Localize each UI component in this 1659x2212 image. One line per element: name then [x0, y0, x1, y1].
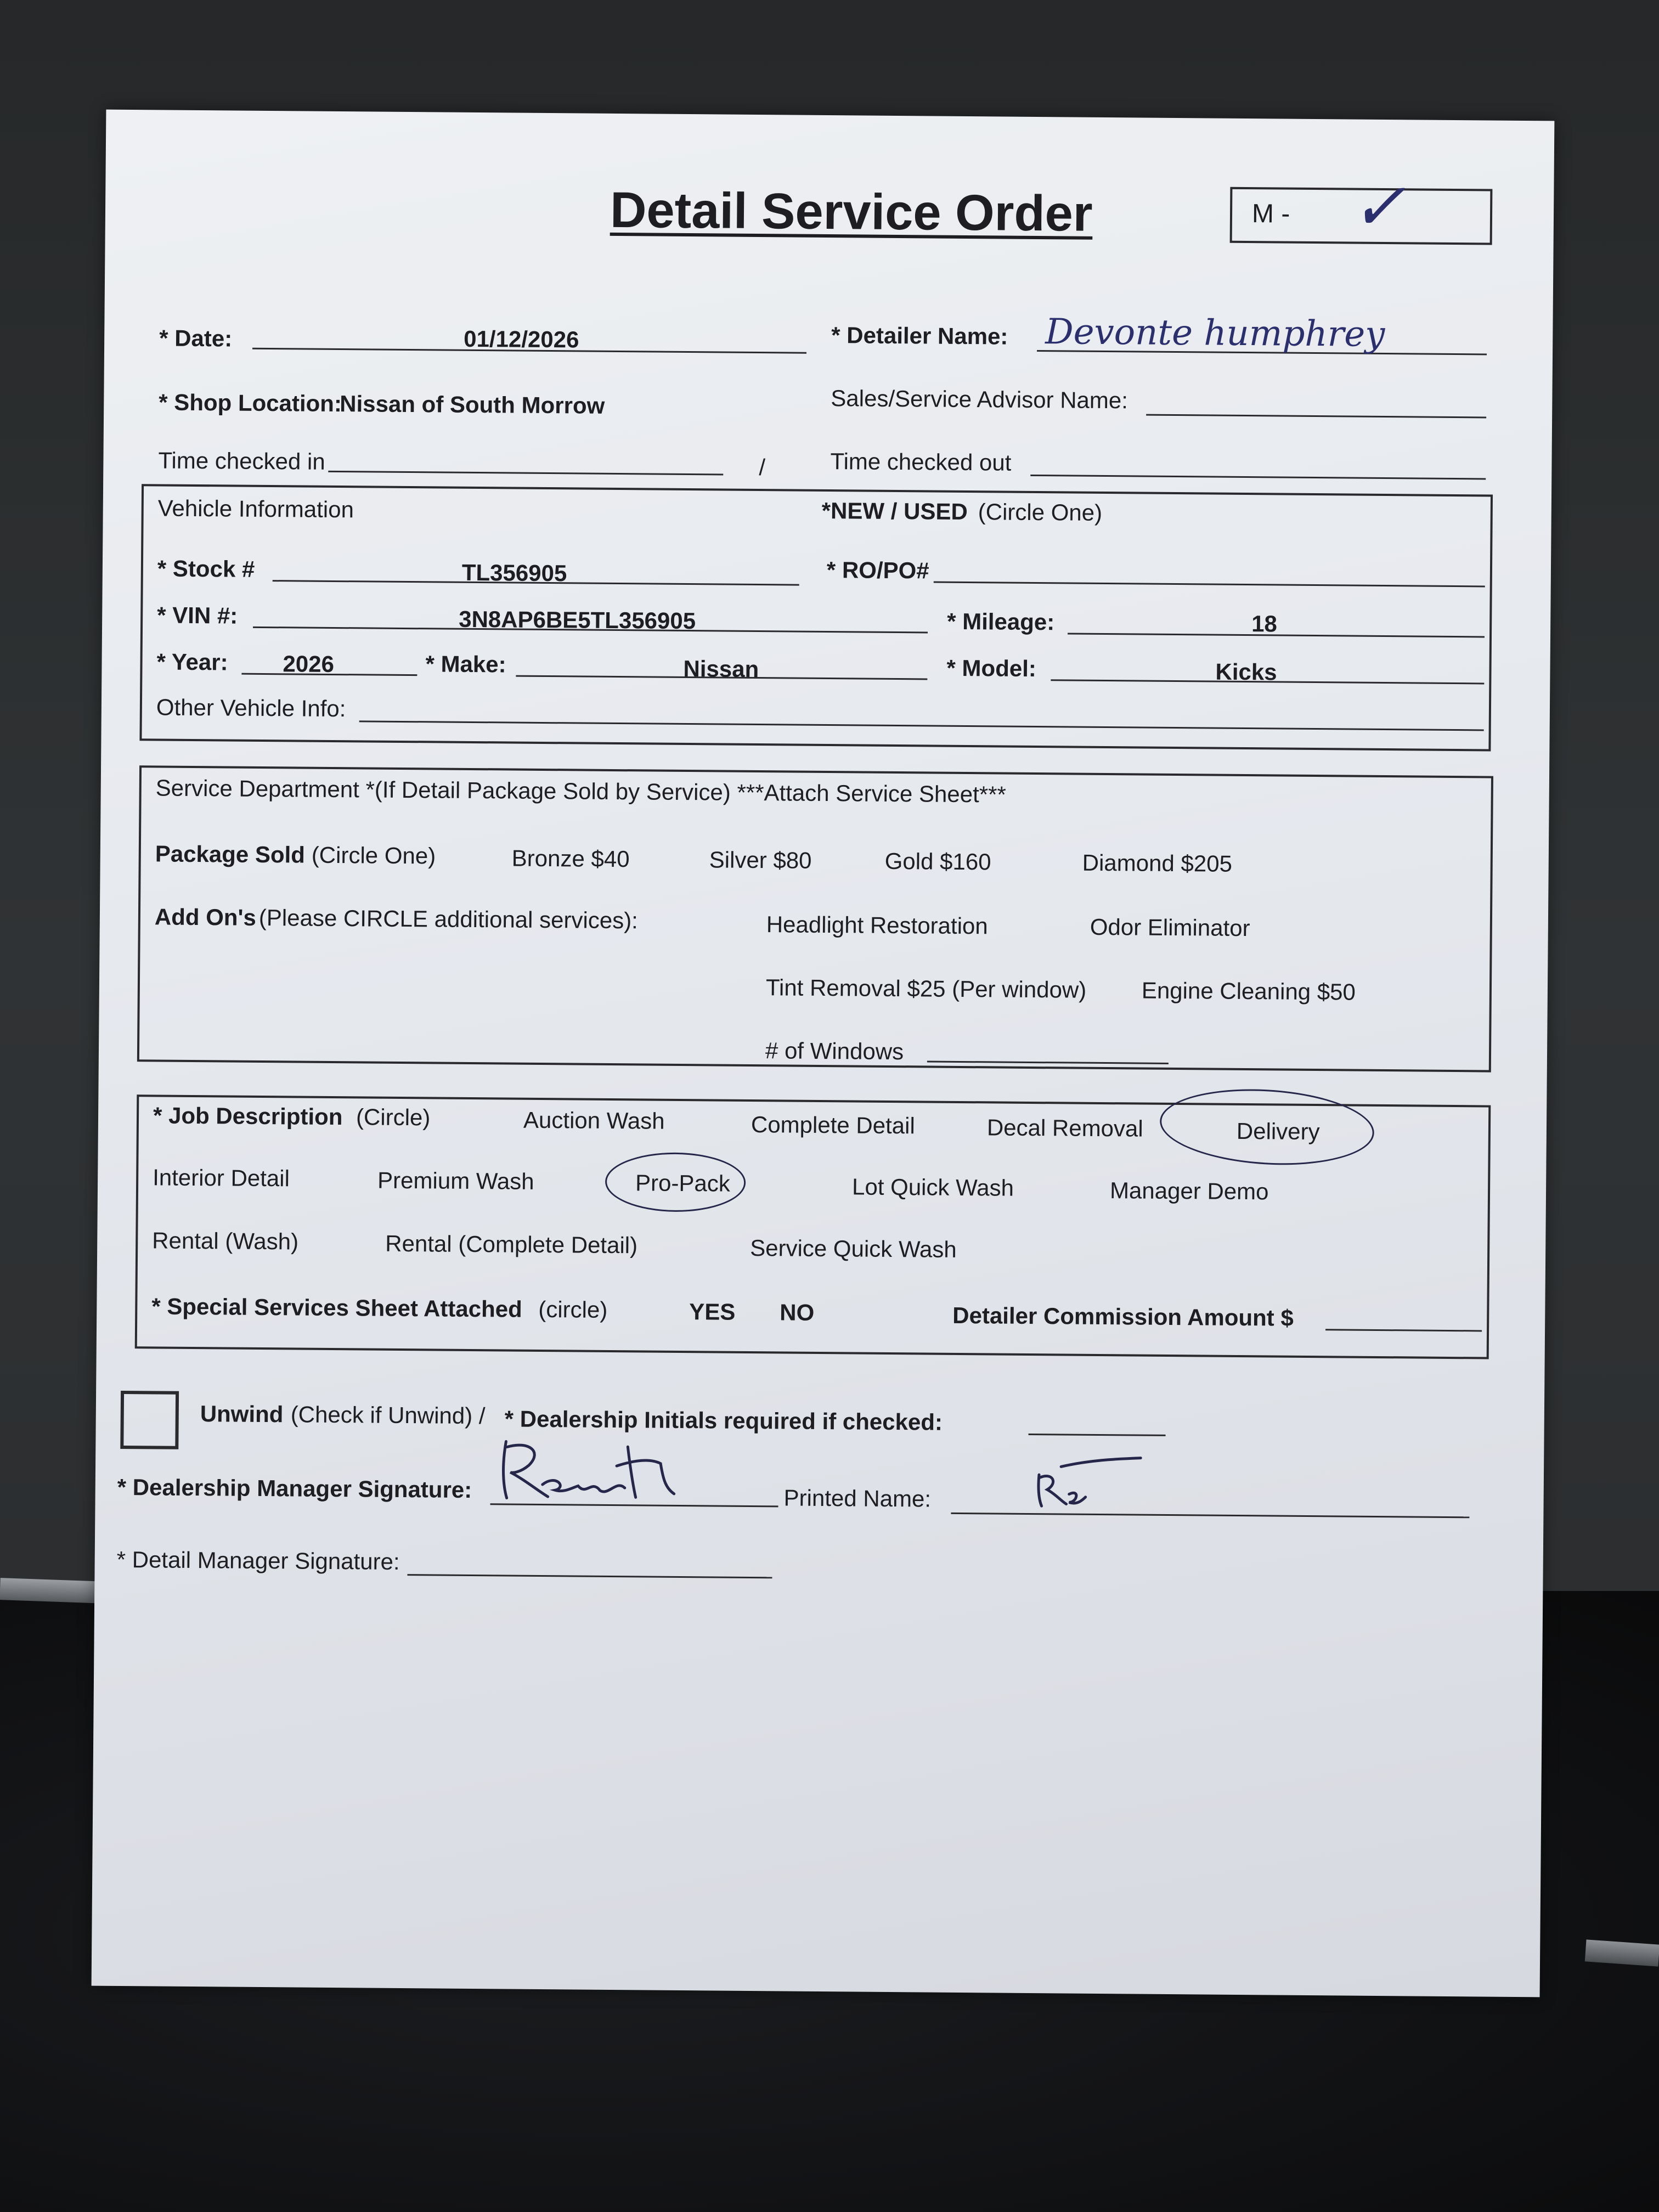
advisor-line — [1146, 414, 1486, 419]
year-label: * Year: — [156, 648, 228, 675]
m-number-label: M - — [1251, 199, 1290, 229]
unwind-note: (Check if Unwind) / — [290, 1401, 486, 1429]
job-pro-pack: Pro-Pack — [635, 1170, 731, 1197]
mileage-label: * Mileage: — [947, 608, 1055, 635]
checked-out-line — [1030, 475, 1486, 480]
package-sold-label: Package Sold — [155, 840, 306, 868]
package-sold-note: (Circle One) — [311, 842, 436, 869]
unwind-label: Unwind — [200, 1401, 284, 1427]
package-silver: Silver $80 — [709, 847, 812, 873]
other-info-label: Other Vehicle Info: — [156, 694, 346, 722]
commission-label: Detailer Commission Amount $ — [952, 1302, 1294, 1331]
job-premium-wash: Premium Wash — [377, 1167, 534, 1194]
stock-label: * Stock # — [157, 555, 255, 582]
detailer-signature: Devonte humphrey — [1045, 312, 1385, 356]
package-diamond: Diamond $205 — [1082, 849, 1233, 877]
service-heading: Service Department *(If Detail Package Sold by Service) ***Attach Service Sheet*** — [155, 775, 1006, 808]
addons-note: (Please CIRCLE additional services): — [258, 904, 639, 934]
vehicle-info-label: Vehicle Information — [157, 495, 354, 523]
windows-label: # of Windows — [765, 1037, 904, 1065]
special-no: NO — [780, 1299, 815, 1325]
paper-form — [92, 110, 1555, 1997]
job-decal-removal: Decal Removal — [986, 1114, 1143, 1142]
package-gold: Gold $160 — [884, 848, 991, 875]
job-interior-detail: Interior Detail — [153, 1164, 290, 1192]
slash: / — [759, 454, 766, 481]
job-complete-detail: Complete Detail — [751, 1111, 915, 1139]
printed-name-scribble — [1028, 1455, 1149, 1511]
job-rental-wash: Rental (Wash) — [152, 1227, 299, 1255]
job-description-label: * Job Description — [153, 1102, 343, 1130]
check-mark: ✓ — [1350, 168, 1407, 246]
job-lot-quick-wash: Lot Quick Wash — [851, 1173, 1014, 1201]
dealership-signature-scribble — [490, 1435, 699, 1508]
addon-engine: Engine Cleaning $50 — [1141, 977, 1356, 1005]
vin-label: * VIN #: — [157, 602, 238, 629]
make-value: Nissan — [683, 655, 759, 682]
initials-label: * Dealership Initials required if checked: — [504, 1406, 943, 1435]
job-auction-wash: Auction Wash — [523, 1107, 665, 1134]
job-rental-complete: Rental (Complete Detail) — [385, 1230, 638, 1259]
special-services-note: (circle) — [538, 1296, 608, 1323]
shop-label: * Shop Location: — [159, 389, 342, 417]
new-used-label: *NEW / USED — [821, 497, 968, 525]
detailer-label: * Detailer Name: — [831, 322, 1008, 349]
special-yes: YES — [689, 1299, 736, 1325]
addon-odor: Odor Eliminator — [1090, 913, 1250, 941]
checked-in-line — [328, 471, 723, 476]
form-title: Detail Service Order — [610, 182, 1093, 242]
advisor-label: Sales/Service Advisor Name: — [831, 385, 1128, 414]
shop-value: Nissan of South Morrow — [340, 391, 605, 419]
addons-label: Add On's — [154, 904, 257, 930]
special-services-label: * Special Services Sheet Attached — [151, 1293, 522, 1322]
model-value: Kicks — [1215, 658, 1277, 685]
addon-headlight: Headlight Restoration — [766, 911, 988, 939]
mileage-value: 18 — [1251, 611, 1278, 637]
model-label: * Model: — [946, 654, 1037, 682]
checked-out-label: Time checked out — [830, 448, 1012, 476]
addon-tint: Tint Removal $25 (Per window) — [765, 974, 1087, 1003]
make-label: * Make: — [425, 651, 506, 678]
date-value: 01/12/2026 — [464, 325, 579, 353]
stock-value: TL356905 — [461, 559, 567, 586]
new-used-note: (Circle One) — [978, 499, 1103, 526]
package-bronze: Bronze $40 — [511, 845, 630, 872]
detail-signature-label: * Detail Manager Signature: — [116, 1546, 400, 1575]
checked-in-label: Time checked in — [158, 447, 325, 475]
year-value: 2026 — [283, 651, 335, 677]
detail-signature-line — [407, 1574, 772, 1578]
job-manager-demo: Manager Demo — [1109, 1177, 1269, 1205]
job-description-note: (Circle) — [356, 1104, 431, 1131]
printed-name-line — [951, 1513, 1469, 1518]
ro-po-label: * RO/PO# — [826, 557, 929, 584]
printed-name-label: Printed Name: — [783, 1485, 932, 1512]
date-label: * Date: — [159, 325, 233, 352]
dealership-signature-label: * Dealership Manager Signature: — [117, 1474, 472, 1503]
initials-line — [1029, 1434, 1166, 1436]
job-service-quick-wash: Service Quick Wash — [750, 1234, 957, 1262]
unwind-checkbox[interactable] — [120, 1391, 179, 1449]
job-delivery: Delivery — [1236, 1118, 1320, 1145]
vin-value: 3N8AP6BE5TL356905 — [459, 606, 696, 634]
